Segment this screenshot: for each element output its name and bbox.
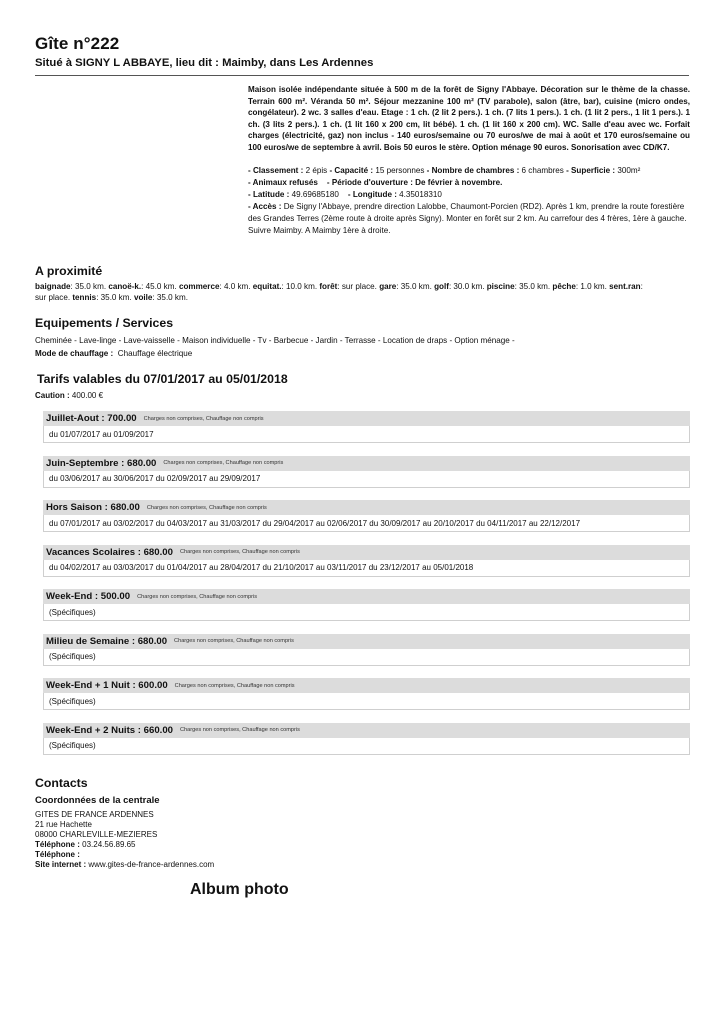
proximite-label: golf (434, 282, 449, 291)
phone-1-label: Téléphone : (35, 840, 80, 849)
tarif-item (43, 456, 690, 501)
caution-value: 400.00 € (71, 391, 104, 400)
description-text: Maison isolée indépendante située à 500 m de la forêt de Signy l'Abbaye. Décoration sur le thème de la chasse. Terrain 600 m². Véranda 50 m². Séjour mezzanine 100 m² (TV parabole), salon (âtre, bar), cuisine (micro ondes, congélateur). 2 wc. 3 salles d'eau. Etage : 1 ch. (2 lit 2 pers.). 1 ch. (7 lits 1 pers.). 1 ch. (1 lit 2 pers., 1 lit 1 pers.). 1 ch. (3 lits 2 pers.). 1 ch. (1 lit 160 x 200 cm, lit bébé). 1 ch. (1 lit 160 x 200 cm). WC. Salle d'eau avec wc. Forfait charges (électricité, gaz) non inclus - 140 euros/semaine ou 70 euros/we de mai à août et 170 euros/semaine ou 100 euros/we de septembre à avril. Bois 50 euros le stère. Option ménage 90 euros. Sonorisation avec CD/K7. (248, 85, 690, 152)
tarif-item (43, 678, 690, 723)
tarif-period: (Spécifiques) (43, 693, 690, 710)
proximite-value: : 35.0 km. (70, 282, 107, 291)
phone-2-label: Téléphone : (35, 850, 80, 859)
tarif-item (43, 634, 690, 679)
contact-city: 08000 CHARLEVILLE-MEZIERES (35, 830, 158, 839)
tarif-period: du 07/01/2017 au 03/02/2017 du 04/03/2017 au 31/03/2017 du 29/04/2017 au 02/06/2017 du 30/09/2017 au 20/10/2017 du 04/11/2017 au 22/12/2017 (43, 515, 690, 532)
latitude-label: - Latitude : (248, 190, 290, 199)
tarif-name: Juillet-Aout : 700.00 (46, 413, 137, 424)
tarif-period: (Spécifiques) (43, 649, 690, 666)
proximite-value: : 35.0 km. (514, 282, 551, 291)
description-block (248, 84, 690, 237)
proximite-value: : sur place. (35, 282, 643, 302)
equipements-list: Cheminée - Lave-linge - Lave-vaisselle - Maison individuelle - Tv - Barbecue - Jardin - Terrasse - Location de draps - Option ménage - (35, 336, 515, 345)
contact-phone-2 (35, 850, 214, 860)
site-label: Site internet : (35, 860, 87, 869)
tarif-header (43, 589, 690, 604)
tarif-note: Charges non comprises, Chauffage non compris (179, 549, 300, 555)
chauffage-label: Mode de chauffage : (35, 349, 114, 358)
tarif-header (43, 456, 690, 471)
tarif-note: Charges non comprises, Chauffage non compris (143, 415, 264, 422)
tarif-item (43, 500, 690, 545)
proximite-value: : 4.0 km. (219, 282, 251, 291)
tarif-period: du 01/07/2017 au 01/09/2017 (43, 426, 690, 443)
specs (248, 165, 690, 237)
proximite-label: gare (379, 282, 397, 291)
tarif-name: Juin-Septembre : 680.00 (46, 457, 157, 469)
tarif-item (43, 723, 690, 768)
proximite-label: tennis (72, 293, 97, 302)
site-link[interactable]: www.gites-de-france-ardennes.com (88, 860, 215, 869)
proximite-value: : 45.0 km. (141, 282, 177, 291)
proximite-label: canoë-k. (108, 282, 142, 291)
tarif-header (43, 411, 690, 426)
superficie-label: - Superficie : (566, 166, 616, 175)
tarif-header (43, 545, 690, 560)
proximite-label: sent.ran (609, 282, 641, 291)
page-subtitle: Situé à SIGNY L ABBAYE, lieu dit : Maimby, dans Les Ardennes (35, 57, 374, 69)
tarif-note: Charges non comprises, Chauffage non compris (163, 460, 284, 466)
tarif-header (43, 723, 690, 738)
longitude-label: - Longitude : (347, 190, 397, 199)
proximite-label: pêche (552, 282, 576, 291)
contact-street: 21 rue Hachette (35, 820, 92, 829)
proximite-title: A proximité (35, 264, 103, 278)
proximite-value: : 35.0 km. (396, 282, 432, 291)
tarif-item (43, 545, 690, 590)
tarif-note: Charges non comprises, Chauffage non compris (146, 504, 267, 511)
chambres-label: - Nombre de chambres : (426, 166, 520, 175)
superficie-value: 300m² (617, 166, 641, 175)
contacts-title: Contacts (35, 776, 88, 790)
contacts-subtitle: Coordonnées de la centrale (35, 795, 160, 806)
equipements-title: Equipements / Services (35, 316, 174, 330)
tarif-note: Charges non comprises, Chauffage non compris (137, 593, 257, 600)
tarif-name: Vacances Scolaires : 680.00 (46, 546, 173, 558)
phone-1-value: 03.24.56.89.65 (82, 840, 136, 849)
tarif-name: Week-End : 500.00 (46, 591, 131, 602)
contact-name: GITES DE FRANCE ARDENNES (35, 810, 154, 819)
latitude-value: 49.69685180 (291, 190, 339, 199)
animaux-text: - Animaux refusés (248, 178, 318, 187)
tarif-name: Week-End + 2 Nuits : 660.00 (46, 724, 173, 736)
acces-value: De Signy l'Abbaye, prendre direction Lalobbe, Chaumont-Porcien (RD2). Après 1 km, prendre la route forestière des Grandes Terres (2ème route à droite après Signy). Monter en forêt sur 2 km. Au carrefour des 4 frères, 1ère à gauche. Suivre Maimby. A Maimby 1ère à droite. (248, 202, 687, 235)
proximite-value: : 35.0 km. (152, 293, 188, 302)
chambres-value: 6 chambres (521, 166, 564, 175)
capacite-label: - Capacité : (329, 166, 374, 175)
specs-line-3 (248, 189, 690, 201)
header (35, 34, 689, 76)
specs-line-1 (248, 165, 690, 177)
proximite-value: : 10.0 km. (281, 282, 318, 291)
tarif-name: Milieu de Semaine : 680.00 (46, 635, 168, 647)
capacite-value: 15 personnes (375, 166, 425, 175)
proximite-label: baignade (35, 282, 71, 291)
proximite-value: : sur place. (337, 282, 377, 291)
tarif-period: (Spécifiques) (43, 738, 690, 755)
contact-site (35, 860, 214, 870)
longitude-value: 4.35018310 (399, 190, 442, 199)
proximite-label: forêt (319, 282, 338, 291)
proximite-label: commerce (178, 282, 220, 291)
proximite-value: : 30.0 km. (448, 282, 485, 291)
equipements-block (35, 334, 675, 360)
tarif-name: Hors Saison : 680.00 (46, 502, 140, 513)
tarif-note: Charges non comprises, Chauffage non compris (174, 682, 295, 689)
tarif-item (43, 589, 690, 634)
chauffage-line (35, 347, 675, 360)
classement-value: 2 épis (305, 166, 328, 175)
tarif-item (43, 411, 690, 456)
caution-line (35, 391, 103, 400)
tarif-list (43, 411, 690, 767)
tarif-header (43, 500, 690, 515)
contacts-block (35, 810, 214, 870)
tarif-period: (Spécifiques) (43, 604, 690, 621)
proximite-label: equitat. (252, 282, 282, 291)
tarif-period: du 03/06/2017 au 30/06/2017 du 02/09/2017 au 29/09/2017 (43, 471, 690, 488)
tarifs-title: Tarifs valables du 07/01/2017 au 05/01/2018 (37, 372, 288, 386)
caution-label: Caution : (35, 391, 70, 400)
proximite-label: piscine (486, 282, 515, 291)
ouverture-text: - Période d'ouverture : De février à novembre. (326, 178, 503, 187)
acces-label: - Accès : (248, 202, 282, 211)
tarif-note: Charges non comprises, Chauffage non compris (180, 727, 300, 733)
tarif-name: Week-End + 1 Nuit : 600.00 (46, 680, 168, 691)
proximite-value: : 35.0 km. (96, 293, 132, 302)
tarif-header (43, 678, 690, 693)
proximite-value: : 1.0 km. (575, 282, 607, 291)
specs-line-2 (248, 177, 690, 189)
tarif-note: Charges non comprises, Chauffage non compris (174, 638, 294, 644)
album-title: Album photo (190, 881, 289, 898)
proximite-list (35, 281, 655, 303)
contact-phone-1 (35, 840, 214, 850)
chauffage-value: Chauffage électrique (117, 349, 193, 358)
tarif-header (43, 634, 690, 649)
proximite-label: voile (133, 293, 153, 302)
page-title: Gîte n°222 (35, 34, 120, 53)
classement-label: - Classement : (248, 166, 304, 175)
tarif-period: du 04/02/2017 au 03/03/2017 du 01/04/2017 au 28/04/2017 du 21/10/2017 au 03/11/2017 du 23/12/2017 au 05/01/2018 (43, 560, 690, 577)
specs-line-4 (248, 201, 690, 237)
